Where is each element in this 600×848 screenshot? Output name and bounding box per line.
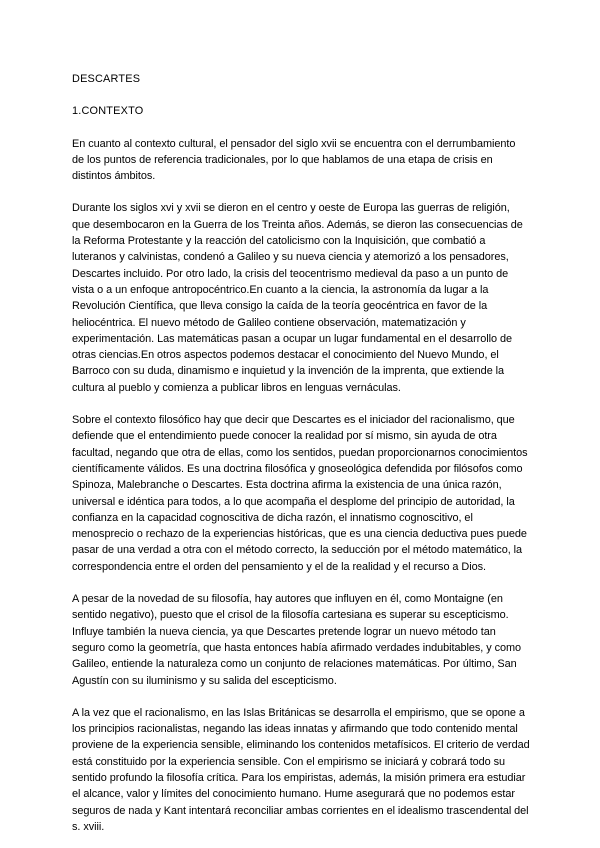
paragraph-cultural-context: En cuanto al contexto cultural, el pensador del siglo xvii se encuentra con el derrumbamiento de los puntos de referencia tradicionales, por lo que hablamos de una etapa de crisis en distintos ámbitos. bbox=[72, 137, 516, 183]
document-body bbox=[72, 71, 530, 835]
paragraph-historical-context: Durante los siglos xvi y xvii se dieron en el centro y oeste de Europa las guerras de religión, que desembocaron en la Guerra de los Treinta años. Además, se dieron las consecuencias de la Reforma Protestante y la reacción del catolicismo con la Inquisición, que combatió a luteranos y calvinistas, condenó a Galileo y su nueva ciencia y atemorizó a los pensadores, Descartes incluido. Por otro lado, la crisis del teocentrismo medieval da paso a un punto de vista o a un enfoque antropocéntrico.En cuanto a la ciencia, la astronomía da lugar a la Revolución Científica, que lleva consigo la caída de la teoría geocéntrica en favor de la heliocéntrica. El nuevo método de Galileo contiene observación, matematización y experimentación. Las matemáticas pasan a ocupar un lugar fundamental en el desarrollo de otras ciencias.En otros aspectos podemos destacar el conocimiento del Nuevo Mundo, el Barroco con su duda, dinamismo e inquietud y la invención de la imprenta, que extiende la cultura al pueblo y comienza a publicar libros en lenguas vernáculas. bbox=[72, 202, 523, 394]
paragraph-empiricism: A la vez que el racionalismo, en las Islas Británicas se desarrolla el empirismo, que se opone a los principios racionalistas, negando las ideas innatas y afirmando que todo contenido mental proviene de la experiencia sensible, eliminando los contenidos metafísicos. El criterio de verdad está constituido por la experiencia sensible. Con el empirismo se iniciará y cobrará todo su sentido profundo la filosofía crítica. Para los empiristas, además, la misión primera era estudiar el alcance, valor y límites del conocimiento humano. Hume asegurará que no podemos estar seguros de nada y Kant intentará reconciliar ambas corrientes en el idealismo trascendental del s. xviii. bbox=[72, 706, 530, 833]
section-heading: 1.CONTEXTO bbox=[72, 105, 144, 118]
paragraph-influences: A pesar de la novedad de su filosofía, hay autores que influyen en él, como Montaigne (en sentido negativo), puesto que el crisol de la filosofía cartesiana es superar su escepticismo. Influye también la nueva ciencia, ya que Descartes pretende lograr un nuevo método tan seguro como la geometría, que hasta entonces había afirmado verdades indubitables, y como Galileo, entiende la naturaleza como un conjunto de relaciones matemáticas. Por último, San Agustín con su iluminismo y su salida del escepticismo. bbox=[72, 593, 521, 687]
paragraph-philosophical-context: Sobre el contexto filosófico hay que decir que Descartes es el iniciador del racionalismo, que defiende que el entendimiento puede conocer la realidad por sí mismo, sin ayuda de otra facultad, negando que otra de ellas, como los sentidos, puedan proporcionarnos conocimientos científicamente válidos. Es una doctrina filosófica y gnoseológica defendida por filósofos como Spinoza, Malebranche o Descartes. Esta doctrina afirma la existencia de una única razón, universal e idéntica para todos, a lo que acompaña el desplome del principio de autoridad, la confianza en la capacidad cognoscitiva de dicha razón, el innatismo cognoscitivo, el menosprecio o rechazo de la experiencias históricas, que es una ciencia deductiva pues puede pasar de una verdad a otra con el método correcto, la seducción por el método matemático, la correspondencia entre el orden del pensamiento y el de la realidad y el recurso a Dios. bbox=[72, 414, 528, 573]
document-title: DESCARTES bbox=[72, 73, 141, 85]
